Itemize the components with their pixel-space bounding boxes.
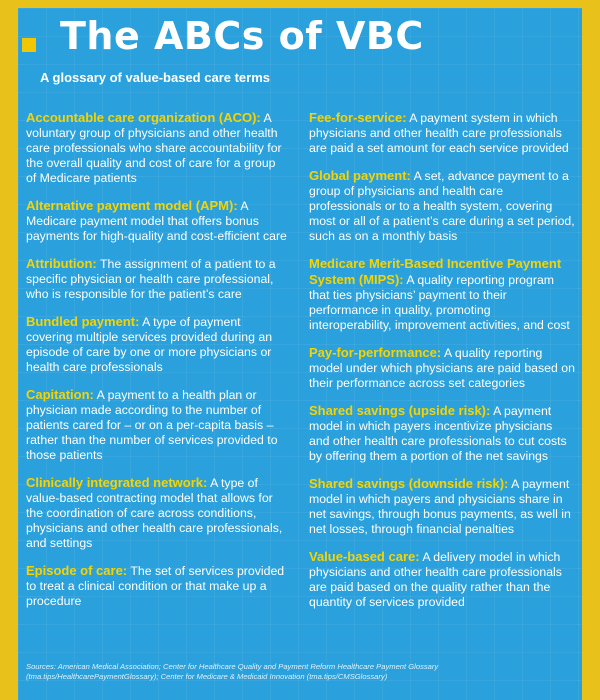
glossary-entry-global-payment xyxy=(309,168,575,244)
glossary-definition: A type of payment covering multiple services provided during an episode of care by one or more physicians or health care professionals xyxy=(26,315,273,374)
glossary-definition: A delivery model in which physicians and other health care professionals are paid based on the quality rather than the quantity of services provided xyxy=(309,550,562,609)
glossary-definition: A type of value-based contracting model that allows for the coordination of care across conditions, physicians and other health care professionals, and settings xyxy=(26,476,283,550)
glossary-definition: A payment model in which payers incentivize physicians and other health care professionals to cut costs by offering them a portion of the net savings xyxy=(309,404,567,463)
glossary-definition: A Medicare payment model that offers bonus payments for high-quality and cost-efficient care xyxy=(26,199,287,243)
glossary-term: Alternative payment model (APM): xyxy=(26,198,238,213)
glossary-definition: A payment system in which physicians and other health care professionals are paid a set amount for each service provided xyxy=(309,111,569,155)
sources-footnote: Sources: American Medical Association; Center for Healthcare Quality and Payment Reform Healthcare Payment Glossary (tma.tips/HealthcarePaymentGlossary); Center for Medicare & Medicaid Innovation (tma.tips/CMSGlossary) xyxy=(26,662,439,681)
glossary-entry-aco xyxy=(26,110,288,186)
glossary-entry-capitation xyxy=(26,387,288,463)
glossary-definition: A payment model in which payers and physicians share in net savings, through bonus payments, as well in net losses, through financial penalties xyxy=(309,477,571,536)
glossary-term: Accountable care organization (ACO): xyxy=(26,110,261,125)
glossary-definition: A payment to a health plan or physician made according to the number of patients cared for – or on a per-capita basis – rather than the number of services provided to those patients xyxy=(26,388,278,462)
glossary-entry-bundled-payment xyxy=(26,314,288,375)
page-title: The ABCs of VBC xyxy=(60,14,424,58)
glossary-term: Medicare Merit-Based Incentive Payment System (MIPS): xyxy=(309,256,562,287)
glossary-entry-value-based-care xyxy=(309,549,575,610)
glossary-term: Bundled payment: xyxy=(26,314,140,329)
glossary-entry-attribution xyxy=(26,256,288,302)
glossary-definition: The assignment of a patient to a specific physician or health care professional, who is responsible for the patient’s care xyxy=(26,257,276,301)
glossary-entry-apm xyxy=(26,198,288,244)
glossary-entry-shared-savings-upside xyxy=(309,403,575,464)
glossary-column-right xyxy=(309,110,575,622)
glossary-term: Attribution: xyxy=(26,256,97,271)
glossary-term: Episode of care: xyxy=(26,563,128,578)
glossary-entry-fee-for-service xyxy=(309,110,575,156)
page-subtitle: A glossary of value-based care terms xyxy=(40,70,271,85)
glossary-entry-episode-of-care xyxy=(26,563,288,609)
glossary-definition: The set of services provided to treat a clinical condition or that make up a procedure xyxy=(26,564,285,608)
glossary-definition: A voluntary group of physicians and other health care professionals who share accountability for the overall quality and cost of care for a group of Medicare patients xyxy=(26,111,282,185)
glossary-definition: A quality reporting program that ties physicians’ payment to their performance in quality, promoting interoperability, improvement activities, and cost xyxy=(309,273,570,332)
glossary-definition: A quality reporting model under which physicians are paid based on their performance across set categories xyxy=(309,346,575,390)
glossary-column-left xyxy=(26,110,288,621)
glossary-term: Global payment: xyxy=(309,168,411,183)
glossary-term: Shared savings (downside risk): xyxy=(309,476,509,491)
glossary-term: Fee-for-service: xyxy=(309,110,407,125)
glossary-entry-pay-for-performance xyxy=(309,345,575,391)
glossary-term: Pay-for-performance: xyxy=(309,345,442,360)
glossary-entry-mips xyxy=(309,256,575,333)
glossary-term: Shared savings (upside risk): xyxy=(309,403,491,418)
glossary-entry-shared-savings-downside xyxy=(309,476,575,537)
yellow-square-bullet xyxy=(22,38,36,52)
glossary-entry-clinically-integrated-network xyxy=(26,475,288,551)
glossary-term: Capitation: xyxy=(26,387,94,402)
glossary-term: Value-based care: xyxy=(309,549,420,564)
glossary-definition: A set, advance payment to a group of physicians and health care professionals or to a health system, covering most or all of a patient’s care during a set period, such as on a monthly basis xyxy=(309,169,575,243)
glossary-term: Clinically integrated network: xyxy=(26,475,208,490)
